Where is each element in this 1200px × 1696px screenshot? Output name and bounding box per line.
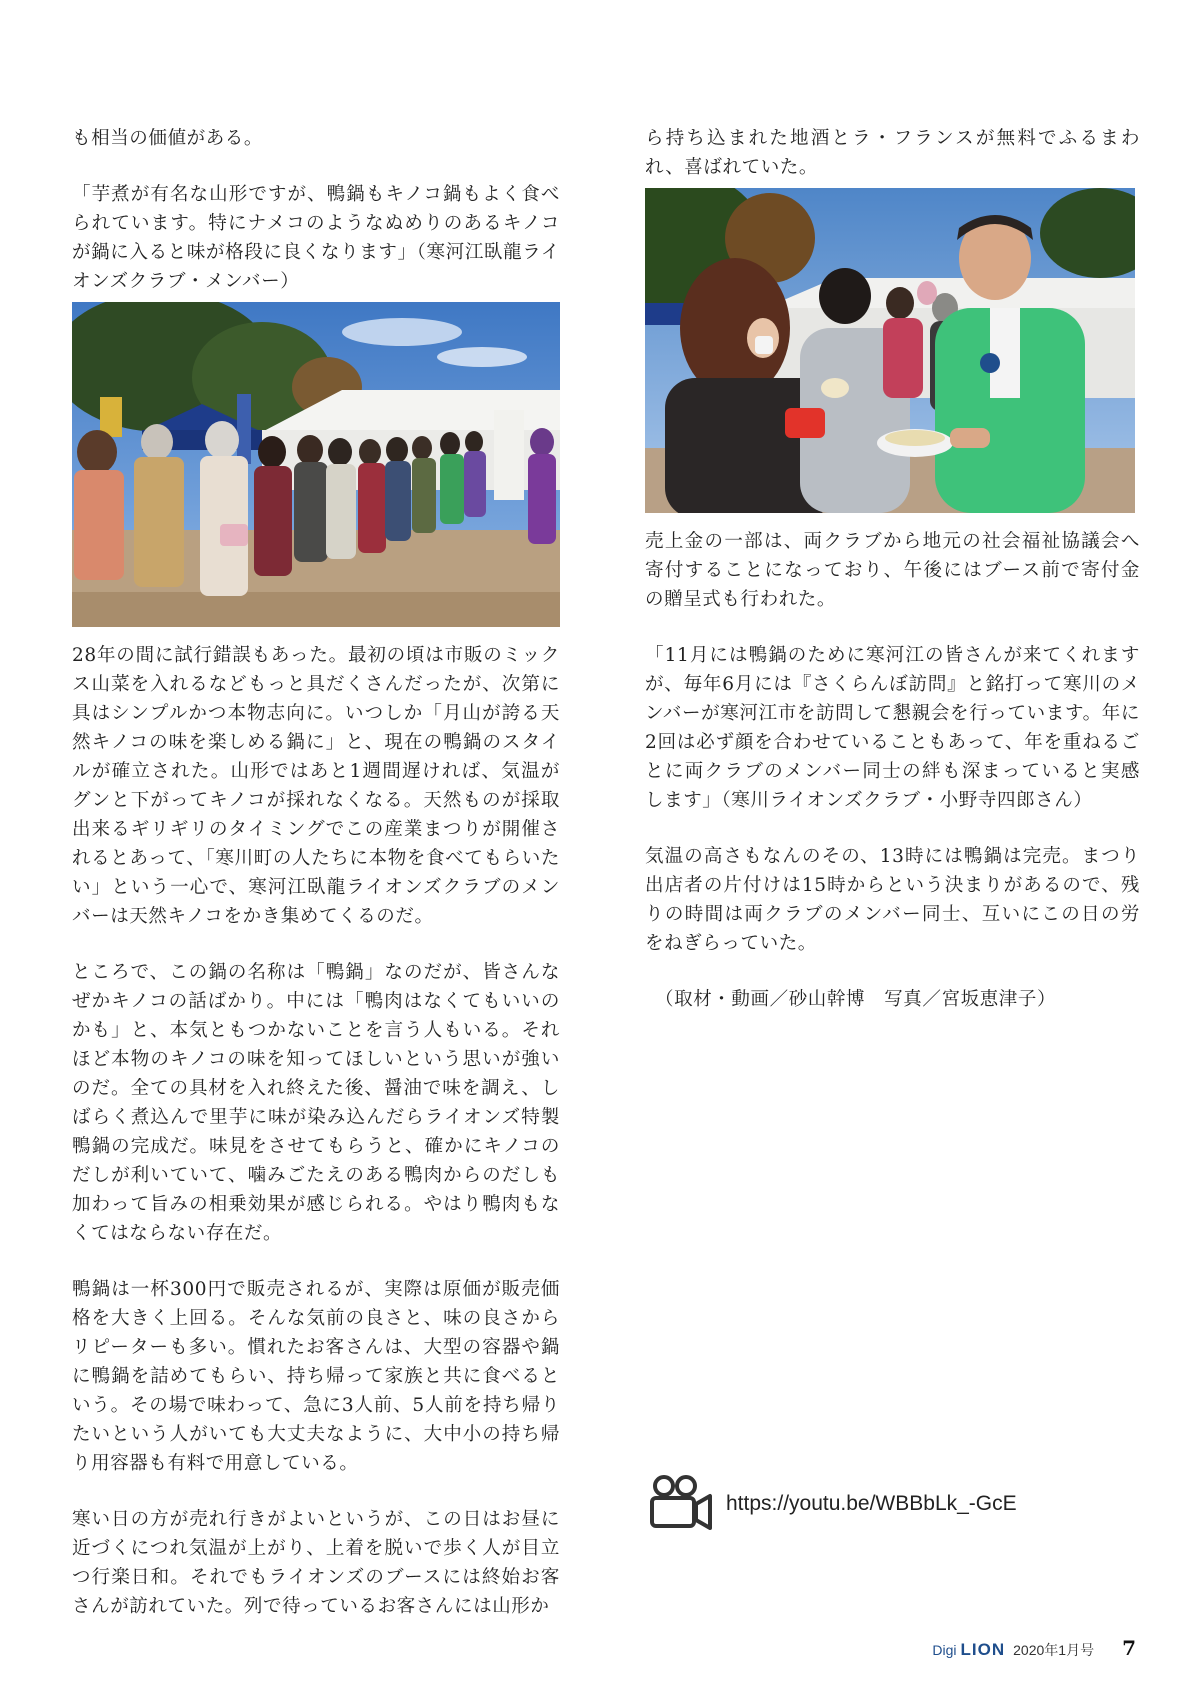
paragraph: 売上金の一部は、両クラブから地元の社会福祉協議会へ寄付することになっており、午後にはブース前で寄付金の贈呈式も行われた。 [645, 531, 1140, 610]
video-camera-icon [648, 1474, 712, 1534]
paragraph: 寒い日の方が売れ行きがよいというが、この日はお昼に近づくにつれ気温が上がり、上着を脱いで歩く人が目立つ行楽日和。それでもライオンズのブースには終始お客さんが訪れていた。列で待っているお客さんには山形か [72, 1509, 560, 1617]
paragraph: も相当の価値がある。 [72, 128, 264, 149]
youtube-url[interactable]: https://youtu.be/WBBbLk_-GcE [726, 1492, 1017, 1515]
left-column [72, 124, 560, 1648]
page-number: 7 [1122, 1636, 1136, 1660]
paragraph: 「芋煮が有名な山形ですが、鴨鍋もキノコ鍋もよく食べられています。特にナメコのようなぬめりのあるキノコが鍋に入ると味が格段に良くなります」（寒河江臥龍ライオンズクラブ・メンバー） [72, 184, 560, 292]
paragraph: 鴨鍋は一杯300円で販売されるが、実際は原価が販売価格を大きく上回る。そんな気前の良さと、味の良さからリピーターも多い。慣れたお客さんは、大型の容器や鍋に鴨鍋を詰めてもらい、持ち帰って家族と共に食べるという。その場で味わって、急に3人前、5人前を持ち帰りたいという人がいても大丈夫なように、大中小の持ち帰り用容器も有料で用意している。 [72, 1279, 560, 1474]
paragraph: 気温の高さもなんのその、13時には鴨鍋は完売。まつり出店者の片付けは15時からという決まりがあるので、残りの時間は両クラブのメンバー同士、互いにこの日の労をねぎらっていた。 [645, 846, 1140, 954]
video-link[interactable] [648, 1474, 1017, 1534]
footer-digi: Digi [932, 1642, 957, 1658]
paragraph: 「11月には鴨鍋のために寒河江の皆さんが来てくれますが、毎年6月には『さくらんぼ訪問』と銘打って寒川のメンバーが寒河江市を訪問して懇親会を行っています。年に2回は必ず顔を合わせていることもあって、年を重ねるごとに両クラブのメンバー同士の絆も深まっていると実感します」（寒川ライオンズクラブ・小野寺四郎さん） [645, 645, 1140, 811]
page-footer [932, 1636, 1136, 1660]
photo-serving-sake [645, 188, 1135, 513]
footer-issue: 2020年1月号 [1013, 1642, 1095, 1658]
photo-credit: （取材・動画／砂山幹博 写真／宮坂恵津子） [655, 989, 1057, 1010]
paragraph: ら持ち込まれた地酒とラ・フランスが無料でふるまわれ、喜ばれていた。 [645, 128, 1140, 178]
right-column [645, 124, 1140, 1014]
paragraph: ところで、この鍋の名称は「鴨鍋」なのだが、皆さんなぜかキノコの話ばかり。中には「鴨肉はなくてもいいのかも」と、本気ともつかないことを言う人もいる。それほど本物のキノコの味を知ってほしいという思いが強いのだ。全ての具材を入れ終えた後、醤油で味を調え、しばらく煮込んで里芋に味が染み込んだらライオンズ特製鴨鍋の完成だ。味見をさせてもらうと、確かにキノコのだしが利いていて、噛みごたえのある鴨肉からのだしも加わって旨みの相乗効果が感じられる。やはり鴨肉もなくてはならない存在だ。 [72, 962, 560, 1244]
paragraph: 28年の間に試行錯誤もあった。最初の頃は市販のミックス山菜を入れるなどもっと具だくさんだったが、次第に具はシンプルかつ本物志向に。いつしか「月山が誇る天然キノコの味を楽しめる鍋に」と、現在の鴨鍋のスタイルが確立された。山形ではあと1週間遅ければ、気温がグンと下がってキノコが採れなくなる。天然ものが採取出来るギリギリのタイミングでこの産業まつりが開催されるとあって、「寒川町の人たちに本物を食べてもらいたい」という一心で、寒河江臥龍ライオンズクラブのメンバーは天然キノコをかき集めてくるのだ。 [72, 645, 560, 927]
footer-lion-logo: LION [960, 1640, 1006, 1659]
photo-queue-at-booth [72, 302, 560, 627]
